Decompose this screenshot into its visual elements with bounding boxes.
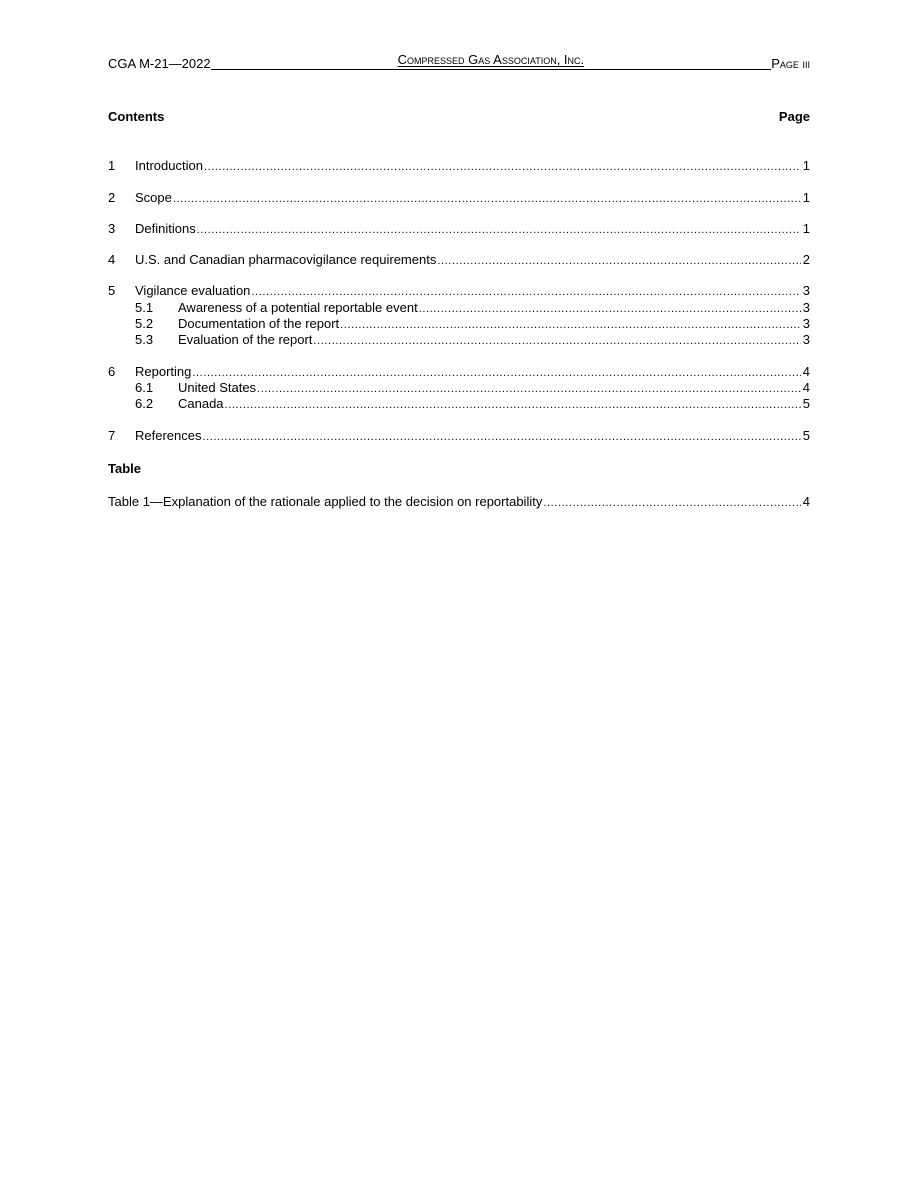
toc-entry-number: 5.3 — [135, 332, 154, 347]
toc-entry-number: 5.2 — [135, 316, 154, 331]
page-label: Page iii — [771, 56, 810, 71]
dot-leader — [437, 253, 800, 269]
toc-subentry[interactable] — [108, 300, 810, 316]
toc-entry-title: U.S. and Canadian pharmacovigilance requirements — [135, 252, 437, 267]
contents-heading: Contents — [108, 109, 165, 124]
toc-entry-page: 4 — [802, 364, 810, 379]
table-entry-title: Table 1—Explanation of the rationale applied to the decision on reportability — [108, 494, 543, 509]
table-entry-page: 4 — [802, 494, 810, 509]
toc-entry-number: 6.1 — [135, 380, 154, 395]
dot-leader — [419, 301, 801, 317]
dot-leader — [340, 317, 801, 333]
toc-entry-title: Introduction — [135, 158, 203, 173]
dot-leader — [225, 397, 801, 413]
toc-entry[interactable] — [108, 190, 810, 206]
toc-entry-page: 2 — [802, 252, 810, 267]
toc-entry-page: 3 — [802, 300, 810, 315]
toc-entry-number: 5.1 — [135, 300, 154, 315]
toc-entry-title: Reporting — [135, 364, 192, 379]
toc-subentry[interactable] — [108, 396, 810, 412]
toc-entry-number: 1 — [108, 158, 116, 173]
toc-entry-title: Vigilance evaluation — [135, 283, 251, 298]
contents-heading-row — [108, 109, 810, 124]
dot-leader — [543, 495, 800, 511]
toc-entry-number: 7 — [108, 428, 116, 443]
dot-leader — [192, 365, 800, 381]
toc-entry-number: 6.2 — [135, 396, 154, 411]
toc-entry-number: 5 — [108, 283, 116, 298]
toc-entry-title: References — [135, 428, 202, 443]
toc-entry-title: Evaluation of the report — [178, 332, 313, 347]
dot-leader — [202, 429, 800, 445]
toc-entry-page: 1 — [802, 158, 810, 173]
toc-entry-title: Canada — [178, 396, 224, 411]
dot-leader — [173, 191, 801, 207]
publisher-name: Compressed Gas Association, Inc. — [397, 52, 585, 67]
toc-entry-number: 2 — [108, 190, 116, 205]
toc-entry-title: United States — [178, 380, 257, 395]
toc-entry-page: 5 — [802, 396, 810, 411]
header-rule — [211, 53, 772, 70]
dot-leader — [313, 333, 800, 349]
document-id: CGA M-21—2022 — [108, 56, 211, 71]
toc-entry[interactable] — [108, 283, 810, 299]
dot-leader — [197, 222, 801, 238]
toc-entry-number: 3 — [108, 221, 116, 236]
toc-entry-page: 3 — [802, 332, 810, 347]
toc-entry[interactable] — [108, 221, 810, 237]
toc-entry-title: Definitions — [135, 221, 196, 236]
page-header — [108, 54, 810, 72]
toc-entry-page: 1 — [802, 221, 810, 236]
toc-entry[interactable] — [108, 428, 810, 444]
toc-entry[interactable] — [108, 252, 810, 268]
toc-entry-title: Awareness of a potential reportable event — [178, 300, 418, 315]
toc-entry-page: 3 — [802, 316, 810, 331]
dot-leader — [257, 381, 801, 397]
toc-subentry[interactable] — [108, 316, 810, 332]
dot-leader — [204, 159, 801, 175]
page-column-heading: Page — [778, 109, 810, 124]
toc-entry-number: 6 — [108, 364, 116, 379]
table-list-entry[interactable] — [108, 494, 810, 510]
toc-entry-page: 1 — [802, 190, 810, 205]
table-list-heading: Table — [108, 461, 141, 476]
toc-entry-title: Scope — [135, 190, 172, 205]
toc-entry[interactable] — [108, 364, 810, 380]
dot-leader — [251, 284, 800, 300]
toc-entry-page: 5 — [802, 428, 810, 443]
toc-entry[interactable] — [108, 158, 810, 174]
toc-entry-number: 4 — [108, 252, 116, 267]
toc-subentry[interactable] — [108, 380, 810, 396]
toc-subentry[interactable] — [108, 332, 810, 348]
toc-entry-title: Documentation of the report — [178, 316, 340, 331]
document-page — [108, 52, 810, 509]
toc-entry-page: 4 — [802, 380, 810, 395]
toc-entry-page: 3 — [802, 283, 810, 298]
